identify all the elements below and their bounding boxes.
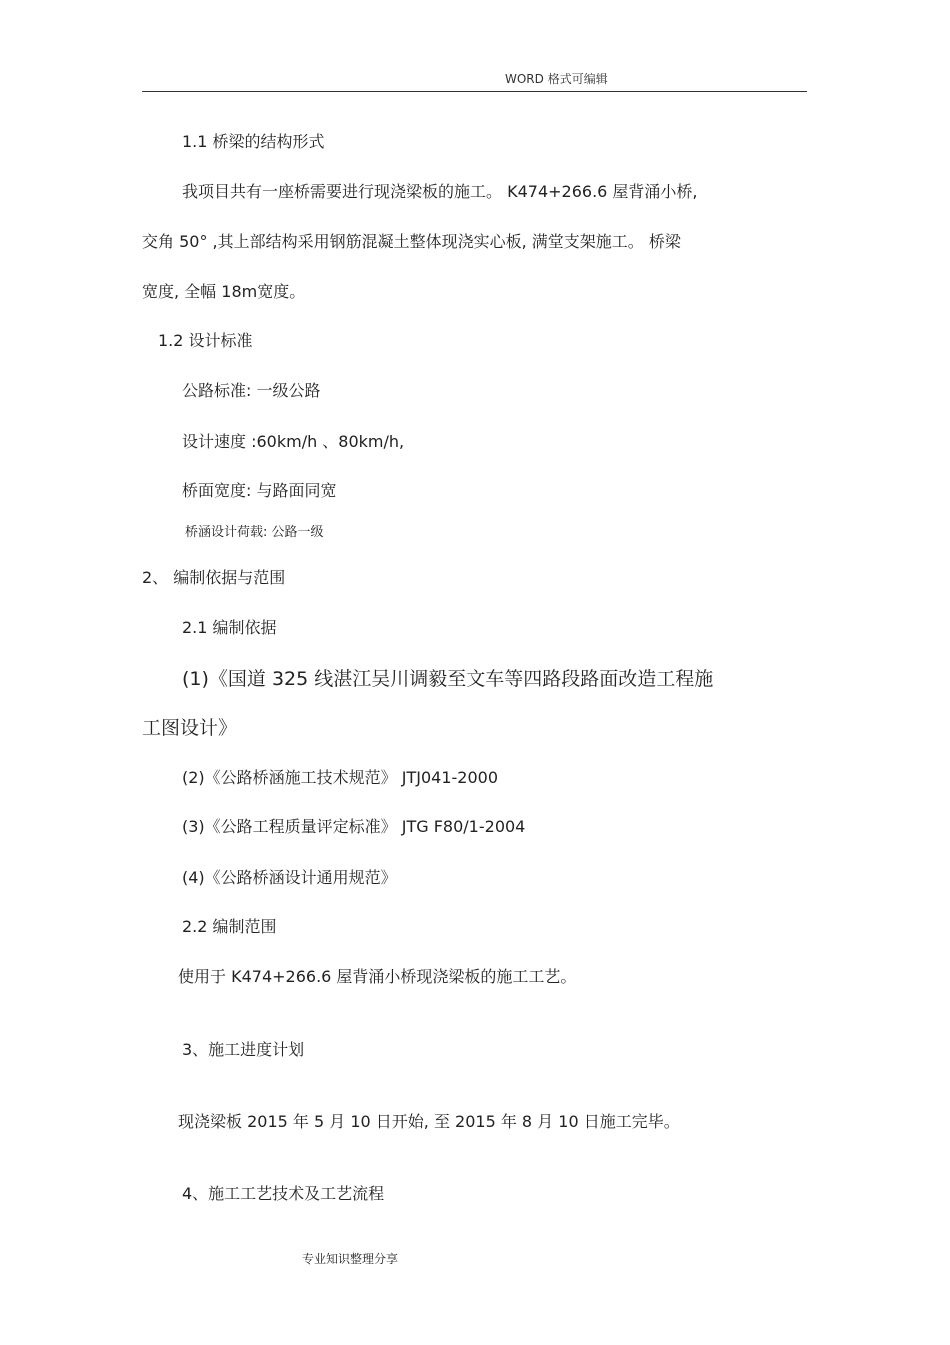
reference-item-cont: 工图设计》 xyxy=(142,717,238,739)
plan-text: 现浇梁板 2015 年 5 月 10 日开始, 至 2015 年 8 月 10 日施工完毕。 xyxy=(178,1112,680,1131)
section-heading-3: 3、施工进度计划 xyxy=(182,1040,305,1059)
section-heading-2-2: 2.2 编制范围 xyxy=(182,917,277,936)
standard-item: 设计速度 :60km/h 、80km/h, xyxy=(182,432,405,451)
paragraph-line: 我项目共有一座桥需要进行现浇梁板的施工。 K474+266.6 屋背涌小桥, xyxy=(182,182,698,201)
header-rule xyxy=(142,91,807,92)
paragraph-line: 交角 50° ,其上部结构采用钢筋混凝土整体现浇实心板, 满堂支架施工。 桥梁 xyxy=(142,232,681,251)
standard-item: 桥涵设计荷载: 公路一级 xyxy=(185,525,324,540)
scope-text: 使用于 K474+266.6 屋背涌小桥现浇梁板的施工工艺。 xyxy=(178,967,577,986)
section-heading-2-1: 2.1 编制依据 xyxy=(182,618,277,637)
section-heading-1-1: 1.1 桥梁的结构形式 xyxy=(182,132,325,151)
paragraph-line: 宽度, 全幅 18m宽度。 xyxy=(142,282,306,301)
page-footer: 专业知识整理分享 xyxy=(302,1252,399,1266)
section-heading-1-2: 1.2 设计标准 xyxy=(158,331,253,350)
page-header: WORD 格式可编辑 xyxy=(505,72,608,86)
reference-item: (2)《公路桥涵施工技术规范》 JTJ041-2000 xyxy=(182,768,498,787)
section-heading-4: 4、施工工艺技术及工艺流程 xyxy=(182,1184,385,1203)
standard-item: 桥面宽度: 与路面同宽 xyxy=(182,481,337,500)
reference-item: (1)《国道 325 线湛江吴川调毅至文车等四路段路面改造工程施 xyxy=(182,668,714,690)
section-heading-2: 2、 编制依据与范围 xyxy=(142,568,286,587)
reference-item: (3)《公路工程质量评定标准》 JTG F80/1-2004 xyxy=(182,817,526,836)
reference-item: (4)《公路桥涵设计通用规范》 xyxy=(182,868,397,887)
standard-item: 公路标准: 一级公路 xyxy=(182,381,321,400)
